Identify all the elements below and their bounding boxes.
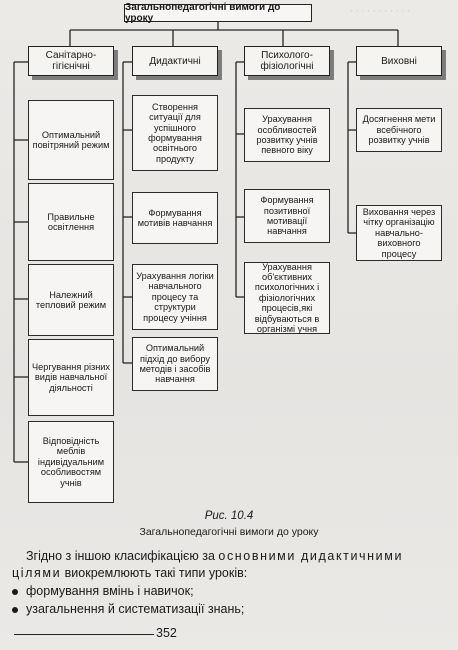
list-item-text: формування вмінь і навичок; [26, 584, 194, 598]
diagram-title: Загальнопедагогічні вимоги до уроку [124, 4, 312, 22]
spaced-emphasis: основними дидактичними [218, 549, 404, 563]
requirement-box: Урахування об'єктивних психологічних і фізіологічних процесів,які відбуваються в організмі учня [244, 262, 330, 334]
page-number: 352 [156, 626, 177, 640]
requirement-box: Відповідність меблів індивідуальним особливостям учнів [28, 421, 114, 503]
requirement-box: Правильне освітлення [28, 183, 114, 261]
spaced-emphasis: цілями [12, 566, 62, 580]
requirement-box: Виховання через чітку організацію навчально-виховного процесу [356, 205, 442, 261]
requirement-box: Чергування різних видів навчальної діяльності [28, 339, 114, 416]
column-header-didactic: Дидактичні [132, 46, 218, 76]
list-item-text: узагальнення й систематизації знань; [26, 602, 245, 616]
column-header-educational: Виховні [356, 46, 442, 76]
bleed-through-text: · · · · · · · · · · · [350, 7, 411, 17]
requirement-box: Оптимальний підхід до вибору методів і засобів навчання [132, 337, 218, 391]
requirement-box: Створення ситуації для успішного формування освітнього продукту [132, 95, 218, 171]
column-header-sanitary: Санітарно-гігієнічні [28, 46, 114, 76]
requirement-box: Урахування логіки навчального процесу та структури процесу учіння [132, 264, 218, 330]
bullet-icon [12, 607, 18, 613]
figure-caption: Загальнопедагогічні вимоги до уроку [139, 526, 319, 538]
paragraph-text: Згідно з іншою класифікацією за [26, 549, 219, 563]
list-item [12, 584, 194, 598]
requirement-box: Оптимальний повітряний режим [28, 100, 114, 180]
requirement-box: Урахування особливостей розвитку учнів певного віку [244, 108, 330, 162]
bullet-icon [12, 589, 18, 595]
column-header-psycho-physio: Психолого-фізіологічні [244, 46, 330, 76]
paragraph-line [12, 566, 247, 580]
requirement-box: Формування позитивної мотивації навчання [244, 189, 330, 243]
requirement-box: Належний тепловий режим [28, 264, 114, 336]
figure-label: Рис. 10.4 [204, 510, 254, 522]
paragraph-line [26, 549, 403, 563]
list-item [12, 602, 244, 616]
footer-rule [14, 634, 154, 635]
requirement-box: Формування мотивів навчання [132, 192, 218, 244]
requirement-box: Досягнення мети всебічного розвитку учнів [356, 108, 442, 152]
paragraph-text: виокремлюють такі типи уроків: [61, 566, 248, 580]
